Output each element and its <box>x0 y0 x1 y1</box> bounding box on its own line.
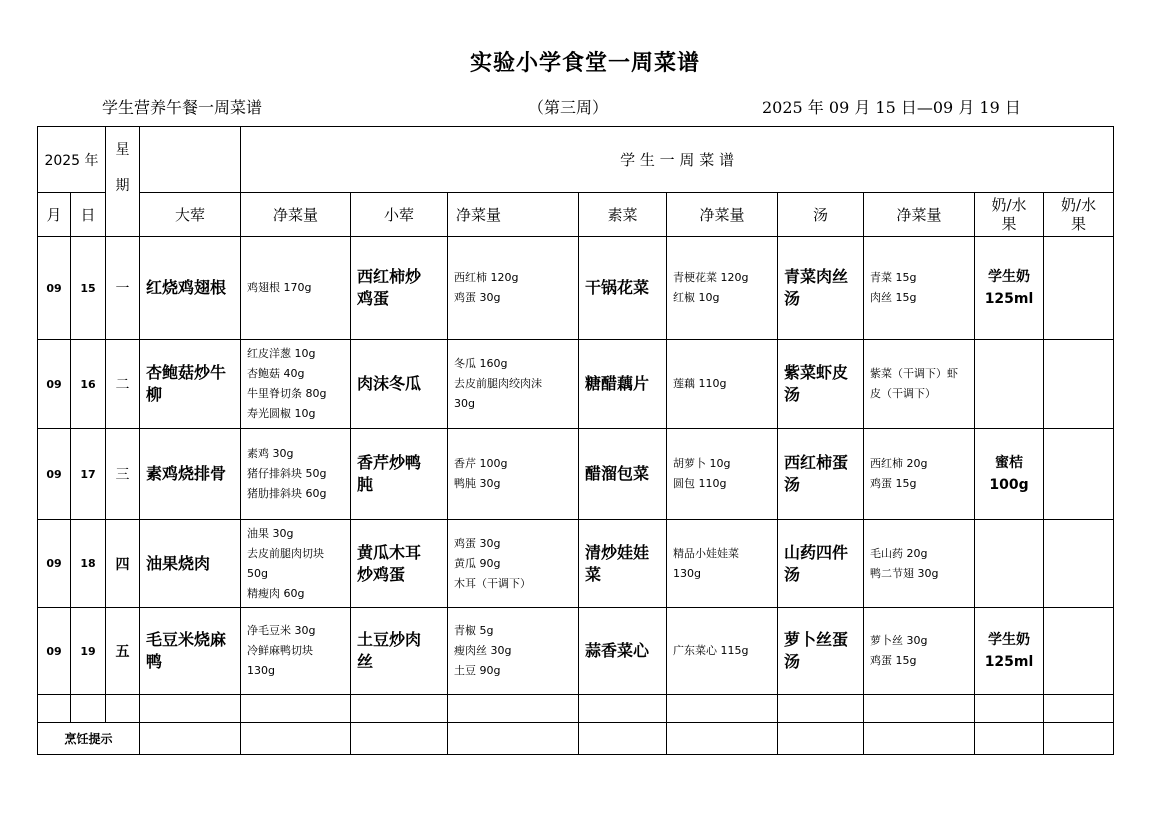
empty-cell <box>579 695 667 723</box>
soup-ingredients: 青菜 15g 肉丝 15g <box>864 237 975 340</box>
soup-dish: 山药四件 汤 <box>778 520 864 608</box>
col-day: 日 <box>71 193 106 237</box>
weekday-cell: 五 <box>106 608 140 695</box>
veg-ingredients: 广东菜心 115g <box>667 608 778 695</box>
weekday-cell: 一 <box>106 237 140 340</box>
month-cell: 09 <box>38 237 71 340</box>
year-header: 2025 年 <box>38 127 106 193</box>
soup-ingredients: 西红柿 20g 鸡蛋 15g <box>864 429 975 520</box>
veg-ingredients: 莲藕 110g <box>667 340 778 429</box>
milk-fruit <box>975 340 1044 429</box>
empty-cell <box>778 723 864 755</box>
milk-fruit-2 <box>1044 340 1114 429</box>
week-label: （第三周） <box>528 98 609 117</box>
empty-cell <box>975 723 1044 755</box>
page-title: 实验小学食堂一周菜谱 <box>469 50 700 76</box>
col-veg-dish: 素菜 <box>579 193 667 237</box>
col-soup: 汤 <box>778 193 864 237</box>
menu-table <box>37 126 1114 755</box>
empty-cell <box>241 723 351 755</box>
small-ingredients: 香芹 100g 鸭肫 30g <box>448 429 579 520</box>
soup-ingredients: 萝卜丝 30g 鸡蛋 15g <box>864 608 975 695</box>
small-ingredients: 冬瓜 160g 去皮前腿肉绞肉沫 30g <box>448 340 579 429</box>
col-main-qty: 净菜量 <box>241 193 351 237</box>
empty-cell <box>864 695 975 723</box>
empty-cell <box>351 695 448 723</box>
veg-ingredients: 胡萝卜 10g 圆包 110g <box>667 429 778 520</box>
milk-fruit-2 <box>1044 237 1114 340</box>
month-cell: 09 <box>38 340 71 429</box>
col-small-dish: 小荤 <box>351 193 448 237</box>
empty-row <box>38 695 1114 723</box>
veg-ingredients: 精品小娃娃菜 130g <box>667 520 778 608</box>
main-ingredients: 素鸡 30g 猪仔排斜块 50g 猪肋排斜块 60g <box>241 429 351 520</box>
col-milk-fruit-2: 奶/水 果 <box>1044 193 1114 237</box>
empty-cell <box>1044 695 1114 723</box>
small-ingredients: 鸡蛋 30g 黄瓜 90g 木耳（干调下） <box>448 520 579 608</box>
blank-header-cell <box>140 127 241 193</box>
small-dish: 黄瓜木耳 炒鸡蛋 <box>351 520 448 608</box>
col-month: 月 <box>38 193 71 237</box>
milk-fruit: 学生奶 125ml <box>975 608 1044 695</box>
weekday-cell: 三 <box>106 429 140 520</box>
soup-ingredients: 紫菜（干调下）虾 皮（干调下） <box>864 340 975 429</box>
menu-table-body <box>38 127 1114 755</box>
weekday-header: 星 期 <box>106 127 140 237</box>
empty-cell <box>106 695 140 723</box>
header-row-2 <box>38 193 1114 237</box>
month-cell: 09 <box>38 429 71 520</box>
col-milk-fruit-1: 奶/水 果 <box>975 193 1044 237</box>
menu-row <box>38 429 1114 520</box>
empty-cell <box>448 723 579 755</box>
empty-cell <box>864 723 975 755</box>
small-dish: 香芹炒鸭 肫 <box>351 429 448 520</box>
weekday-cell: 四 <box>106 520 140 608</box>
day-cell: 19 <box>71 608 106 695</box>
soup-dish: 西红柿蛋 汤 <box>778 429 864 520</box>
main-ingredients: 红皮洋葱 10g 杏鲍菇 40g 牛里脊切条 80g 寿光圆椒 10g <box>241 340 351 429</box>
day-cell: 15 <box>71 237 106 340</box>
small-ingredients: 青椒 5g 瘦肉丝 30g 土豆 90g <box>448 608 579 695</box>
veg-dish: 糖醋藕片 <box>579 340 667 429</box>
date-range: 2025 年 09 月 15 日—09 月 19 日 <box>762 98 1021 117</box>
main-ingredients: 鸡翅根 170g <box>241 237 351 340</box>
veg-dish: 干锅花菜 <box>579 237 667 340</box>
day-cell: 16 <box>71 340 106 429</box>
milk-fruit-2 <box>1044 608 1114 695</box>
small-dish: 肉沫冬瓜 <box>351 340 448 429</box>
soup-dish: 青菜肉丝 汤 <box>778 237 864 340</box>
main-dish: 毛豆米烧麻 鸭 <box>140 608 241 695</box>
veg-dish: 蒜香菜心 <box>579 608 667 695</box>
col-small-qty: 净菜量 <box>448 193 579 237</box>
small-dish: 西红柿炒 鸡蛋 <box>351 237 448 340</box>
col-main-dish: 大荤 <box>140 193 241 237</box>
cooking-tips-label: 烹饪提示 <box>38 723 140 755</box>
empty-cell <box>778 695 864 723</box>
empty-cell <box>1044 723 1114 755</box>
day-cell: 18 <box>71 520 106 608</box>
col-veg-qty: 净菜量 <box>667 193 778 237</box>
empty-cell <box>448 695 579 723</box>
menu-banner: 学 生 一 周 菜 谱 <box>241 127 1114 193</box>
main-ingredients: 净毛豆米 30g 冷鲜麻鸭切块 130g <box>241 608 351 695</box>
soup-dish: 紫菜虾皮 汤 <box>778 340 864 429</box>
main-dish: 素鸡烧排骨 <box>140 429 241 520</box>
empty-cell <box>71 695 106 723</box>
milk-fruit: 学生奶 125ml <box>975 237 1044 340</box>
milk-fruit: 蜜桔 100g <box>975 429 1044 520</box>
main-dish: 油果烧肉 <box>140 520 241 608</box>
day-cell: 17 <box>71 429 106 520</box>
menu-row <box>38 237 1114 340</box>
col-soup-qty: 净菜量 <box>864 193 975 237</box>
month-cell: 09 <box>38 608 71 695</box>
subtitle-left: 学生营养午餐一周菜谱 <box>102 98 263 117</box>
empty-cell <box>579 723 667 755</box>
cooking-tips-row <box>38 723 1114 755</box>
veg-dish: 清炒娃娃 菜 <box>579 520 667 608</box>
small-ingredients: 西红柿 120g 鸡蛋 30g <box>448 237 579 340</box>
small-dish: 土豆炒肉 丝 <box>351 608 448 695</box>
milk-fruit-2 <box>1044 520 1114 608</box>
milk-fruit <box>975 520 1044 608</box>
empty-cell <box>351 723 448 755</box>
empty-cell <box>975 695 1044 723</box>
soup-ingredients: 毛山药 20g 鸭二节翅 30g <box>864 520 975 608</box>
menu-row <box>38 608 1114 695</box>
empty-cell <box>38 695 71 723</box>
soup-dish: 萝卜丝蛋 汤 <box>778 608 864 695</box>
empty-cell <box>241 695 351 723</box>
veg-dish: 醋溜包菜 <box>579 429 667 520</box>
menu-row <box>38 520 1114 608</box>
weekday-cell: 二 <box>106 340 140 429</box>
main-dish: 杏鲍菇炒牛 柳 <box>140 340 241 429</box>
month-cell: 09 <box>38 520 71 608</box>
empty-cell <box>140 723 241 755</box>
main-dish: 红烧鸡翅根 <box>140 237 241 340</box>
main-ingredients: 油果 30g 去皮前腿肉切块 50g 精瘦肉 60g <box>241 520 351 608</box>
menu-row <box>38 340 1114 429</box>
header-row-1 <box>38 127 1114 193</box>
milk-fruit-2 <box>1044 429 1114 520</box>
empty-cell <box>667 723 778 755</box>
veg-ingredients: 青梗花菜 120g 红椒 10g <box>667 237 778 340</box>
empty-cell <box>667 695 778 723</box>
empty-cell <box>140 695 241 723</box>
